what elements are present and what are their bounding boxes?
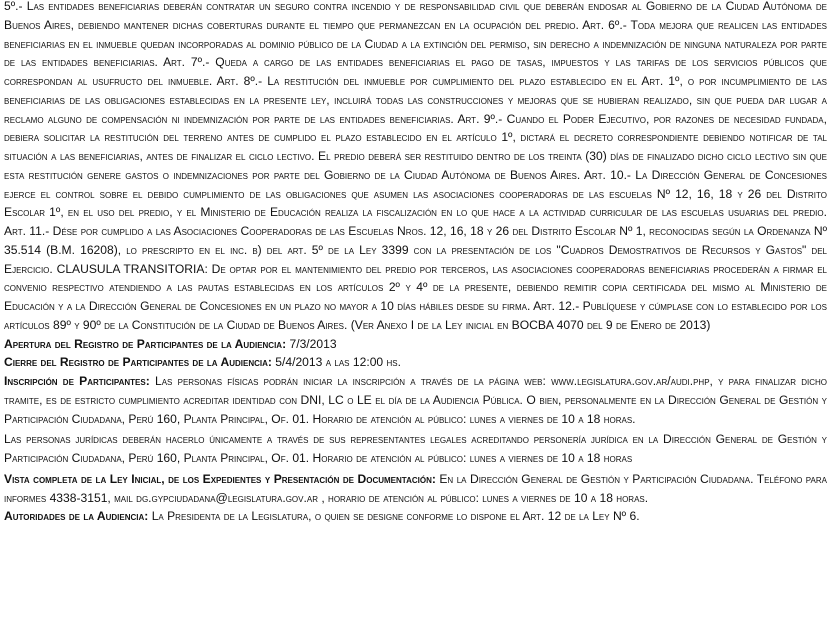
apertura-label: Apertura del Registro de Participantes de la Audiencia: — [4, 336, 287, 351]
vista-completa-paragraph — [4, 470, 827, 508]
cierre-line — [4, 353, 827, 372]
inscripcion-paragraph — [4, 372, 827, 428]
law-articles-paragraph: 5º.- Las entidades beneficiarias deberán contratar un seguro contra incendio y de responsabilidad civil que deberán endosar al Gobierno de la Ciudad Autónoma de Buenos Aires, debiendo mantener dichas coberturas durante el tiempo que permanezcan en la ocupación del predio. Art. 6º.- Toda mejora que realicen las entidades beneficiarias en el inmueble quedan incorporadas al dominio público de la Ciudad a la extinción del permiso, sin derecho a indemnización de ninguna naturaleza por parte de las entidades beneficiarias. Art. 7º.- Queda a cargo de las entidades beneficiarias el pago de tasas, impuestos y las tarifas de los servicios públicos que correspondan al usufructo del inmueble. Art. 8º.- La restitución del inmueble por cumplimiento del plazo establecido en el Art. 1º, o por incumplimiento de las beneficiarias de las obligaciones establecidas en la presente ley, incluirá todas las construcciones y mejoras que se hubieran realizado, sin que pueda dar lugar a reclamo alguno de compensación ni indemnización por parte de las entidades beneficiarias. Art. 9º.- Cuando el Poder Ejecutivo, por razones de necesidad fundada, debiera solicitar la restitución del terreno antes de cumplido el plazo establecido en el artículo 1º, dictará el decreto correspondiente debiendo notificar de tal situación a las beneficiarias, antes de finalizar el ciclo lectivo. El predio deberá ser restituido dentro de los treinta (30) días de finalizado dicho ciclo lectivo sin que esta restitución genere gastos o indemnizaciones por parte del Gobierno de la Ciudad Autónoma de Buenos Aires. Art. 10.- La Dirección General de Concesiones ejerce el control sobre el debido cumplimiento de las obligaciones que asumen las asociaciones cooperadoras de las escuelas Nº 12, 16, 18 y 26 del Distrito Escolar 1º, en el uso del predio, y el Ministerio de Educación realiza la fiscalización en lo que hace a la actividad curricular de las escuelas usuarias del predio. Art. 11.- Dése por cumplido a las Asociaciones Cooperadoras de las Escuelas Nros. 12, 16, 18 y 26 del Distrito Escolar Nº 1, reconocidas según la Ordenanza Nº 35.514 (B.M. 16208), lo prescripto en el inc. b) del art. 5º de la Ley 3399 con la presentación de los "Cuadros Demostrativos de Recursos y Gastos" del Ejercicio. CLAUSULA TRANSITORIA: De optar por el mantenimiento del predio por terceros, las asociaciones cooperadoras beneficiarias procederán a firmar el convenio respectivo atendiendo a las pautas establecidas en los artículos 2º y 4º de la presente, debiendo remitir copia certificada del mismo al Ministerio de Educación y a la Dirección General de Concesiones en un plazo no mayor a 10 días hábiles desde su firma. Art. 12.- Publíquese y cúmplase con lo establecido por los artículos 89º y 90º de la Constitución de la Ciudad de Buenos Aires. (Ver Anexo I de la Ley inicial en BOCBA 4070 del 9 de Enero de 2013) — [4, 0, 827, 332]
cierre-value: 5/4/2013 a las 12:00 hs. — [271, 355, 401, 370]
vista-label: Vista completa de la Ley Inicial, de los Expedientes y Presentación de Documentación: — [4, 471, 436, 486]
inscripcion-value: Las personas físicas podrán iniciar la inscripción a través de la página web: www.legislatura.gov.ar/audi.php, y para finalizar dicho tramite, es de estricto cumplimiento acreditar identidad con DNI, LC o LE el día de la Audiencia Pública. O bien, personalmente en la Dirección General de Gestión y Participación Ciudadana, Perú 160, Planta Principal, Of. 01. Horario de atención al público: lunes a viernes de 10 a 18 horas. — [4, 374, 827, 426]
autoridades-label: Autoridades de la Audiencia: — [4, 509, 149, 524]
apertura-line — [4, 335, 827, 354]
autoridades-value: La Presidenta de la Legislatura, o quien se designe conforme lo dispone el Art. 12 de la Ley Nº 6. — [148, 509, 640, 524]
inscripcion-label: Inscripción de Participantes: — [4, 374, 150, 388]
apertura-value: 7/3/2013 — [286, 336, 337, 351]
personas-juridicas-paragraph: Las personas jurídicas deberán hacerlo únicamente a través de sus representantes legales acreditando personería jurídica en la Dirección General de Gestión y Participación Ciudadana, Perú 160, Planta Principal, Of. 01. Horario de atención al público: lunes a viernes de 10 a 18 horas — [4, 432, 827, 465]
vista-value: En la Dirección General de Gestión y Participación Ciudadana. Teléfono para informes 4338-3151, mail dg.gypciudadana@legislatura.gov.ar , horario de atención al público: lunes a viernes de 10 a 18 horas. — [4, 471, 827, 505]
autoridades-line — [4, 507, 827, 526]
cierre-label: Cierre del Registro de Participantes de la Audiencia: — [4, 355, 272, 370]
